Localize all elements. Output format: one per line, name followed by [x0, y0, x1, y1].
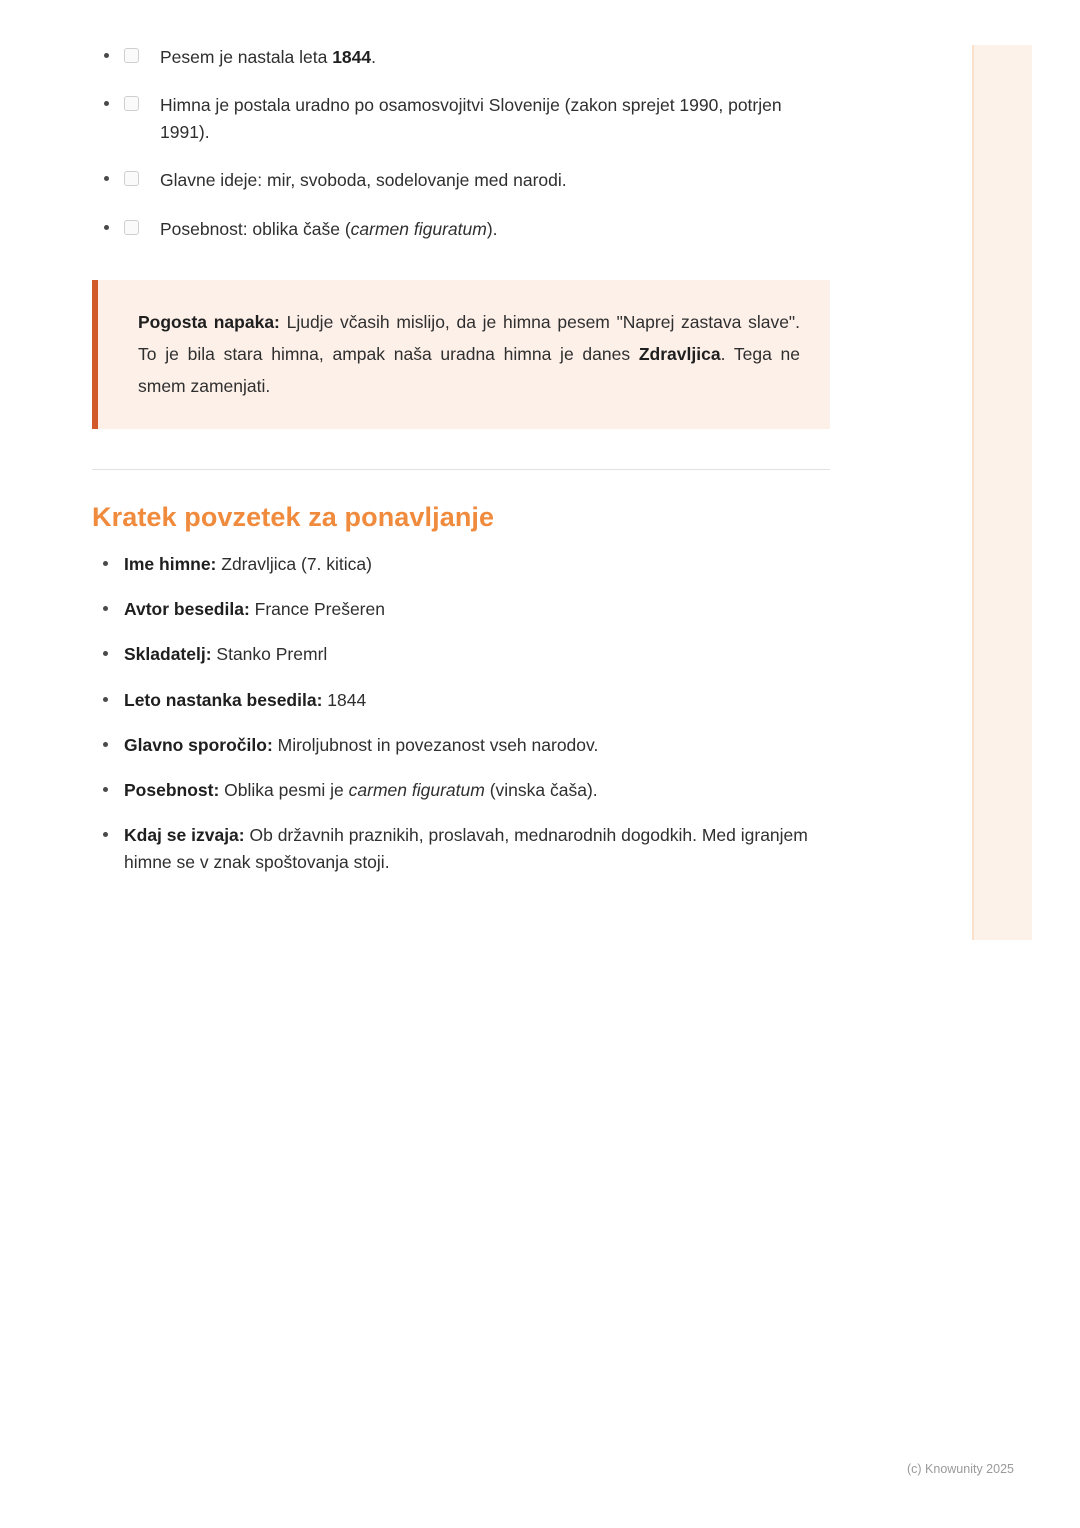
bullet-icon — [104, 176, 109, 181]
bullet-icon — [104, 53, 109, 58]
checkbox-input[interactable] — [124, 48, 139, 63]
checklist-item — [92, 92, 832, 146]
checklist-item-label: Pesem je nastala leta 1844. — [160, 47, 376, 67]
bullet-icon — [103, 742, 108, 747]
section-divider — [92, 469, 830, 470]
list-item — [92, 687, 832, 713]
footer-copyright: (c) Knowunity 2025 — [906, 1462, 1014, 1476]
bullet-icon — [104, 225, 109, 230]
list-item — [92, 822, 832, 875]
list-item-label: Kdaj se izvaja: Ob državnih praznikih, proslavah, mednarodnih dogodkih. Med igranjem himne se v znak spoštovanja stoji. — [124, 825, 808, 872]
checklist-item-label: Glavne ideje: mir, svoboda, sodelovanje med narodi. — [160, 170, 567, 191]
bullet-icon — [104, 101, 109, 106]
bullet-icon — [103, 832, 108, 837]
checkbox-input[interactable] — [124, 171, 139, 186]
callout-text: Pogosta napaka: Ljudje včasih mislijo, da je himna pesem "Naprej zastava slave". To je bila stara himna, ampak naša uradna himna je danes Zdravljica. Tega ne smem zamenjati. — [138, 311, 801, 397]
list-item-label: Glavno sporočilo: Miroljubnost in povezanost vseh narodov. — [124, 734, 599, 755]
list-item-label: Ime himne: Zdravljica (7. kitica) — [124, 553, 372, 574]
list-item — [92, 777, 832, 803]
list-item — [92, 641, 832, 667]
section-heading: Kratek povzetek za ponavljanje — [92, 501, 495, 532]
bullet-icon — [103, 787, 108, 792]
checklist-item-label: Himna je postala uradno po osamosvojitvi Slovenije (zakon sprejet 1990, potrjen 1991). — [160, 95, 782, 143]
list-item-label: Avtor besedila: France Prešeren — [124, 599, 385, 619]
common-mistake-callout — [92, 280, 830, 429]
summary-list — [92, 551, 832, 875]
list-item — [92, 596, 832, 622]
page-edge-highlight-strip — [972, 45, 1032, 940]
list-item-label: Skladatelj: Stanko Premrl — [124, 644, 328, 665]
list-item — [92, 732, 832, 758]
checkbox-input[interactable] — [124, 220, 139, 235]
list-item-label: Leto nastanka besedila: 1844 — [124, 689, 367, 710]
bullet-icon — [103, 697, 108, 702]
document-content — [92, 44, 832, 894]
bullet-icon — [103, 561, 108, 566]
bullet-icon — [103, 651, 108, 656]
checklist-item — [92, 44, 832, 71]
checklist-item-label: Posebnost: oblika čaše (carmen figuratum). — [160, 218, 498, 239]
list-item-label: Posebnost: Oblika pesmi je carmen figuratum (vinska čaša). — [124, 780, 598, 800]
checklist — [92, 44, 832, 243]
list-item — [92, 551, 832, 577]
checklist-item — [92, 216, 832, 243]
checklist-item — [92, 167, 832, 194]
checkbox-input[interactable] — [124, 96, 139, 111]
bullet-icon — [103, 606, 108, 611]
